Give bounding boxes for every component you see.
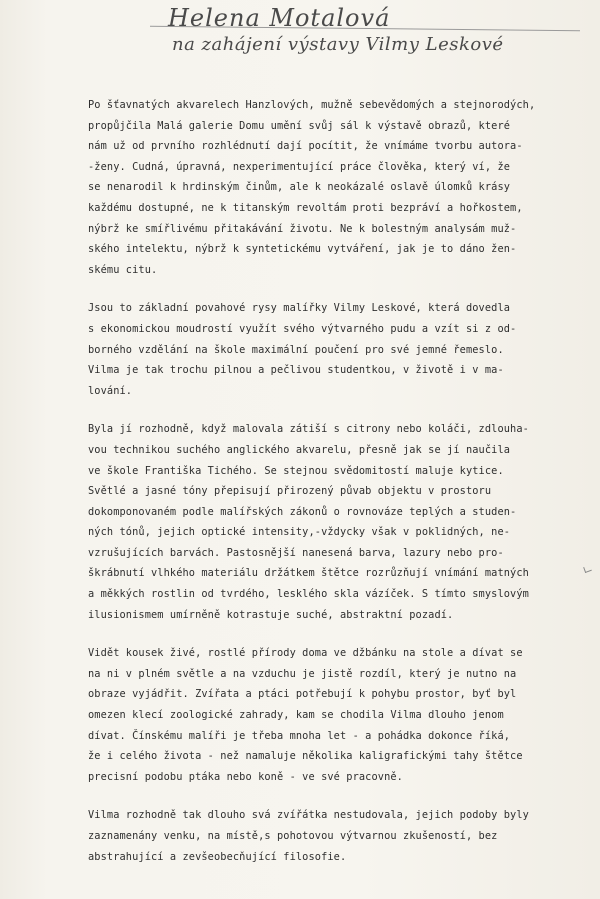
handwritten-author-name: Helena Motalová bbox=[168, 4, 391, 32]
text-line: že i celého života - než namaluje několika kaligrafickými tahy štětce bbox=[88, 750, 523, 763]
text-line: vou technikou suchého anglického akvarelu, přesně jak se jí naučila bbox=[88, 443, 511, 456]
text-line: Jsou to základní povahové rysy malířky Vilmy Leskové, která dovedla bbox=[88, 302, 511, 315]
text-line: obraze vyjádřit. Zvířata a ptáci potřebují k pohybu prostor, byť byl bbox=[88, 688, 517, 701]
text-line: nám už od prvního rozhlédnutí dají pocítit, že vnímáme tvorbu autora- bbox=[88, 140, 523, 153]
paragraph-5 bbox=[88, 805, 558, 867]
text-line: se nenarodil k hrdinským činům, ale k neokázalé oslavě úlomků krásy bbox=[88, 181, 511, 194]
text-line: ve škole Františka Tichého. Se stejnou svědomitostí maluje kytice. bbox=[88, 464, 504, 477]
paragraph-3 bbox=[88, 419, 558, 625]
text-line: ných tónů, jejich optické intensity,-vždycky však v poklidných, ne- bbox=[88, 526, 511, 539]
text-line: zaznamenány venku, na místě,s pohotovou výtvarnou zkušeností, bez bbox=[88, 830, 498, 842]
text-line: omezen klecí zoologické zahrady, kam se chodila Vilma dlouho jenom bbox=[88, 709, 504, 722]
text-line: Vilma rozhodně tak dlouho svá zvířátka nestudovala, jejich podoby byly bbox=[88, 809, 529, 822]
text-line: skému citu. bbox=[88, 263, 158, 276]
text-line: -ženy. Cudná, úpravná, nexperimentující práce člověka, který ví, že bbox=[88, 160, 511, 173]
text-line: Po šťavnatých akvarelech Hanzlových, mužně sebevědomých a stejnorodých, bbox=[88, 99, 536, 111]
text-line: Byla jí rozhodně, když malovala zátiší s citrony nebo koláči, zdlouha- bbox=[88, 423, 529, 436]
text-line: Světlé a jasné tóny přepisují přirozený půvab objektu v prostoru bbox=[88, 485, 492, 498]
text-line: s ekonomickou moudrostí využít svého výtvarného pudu a vzít si z od- bbox=[88, 322, 517, 335]
text-line: Vilma je tak trochu pilnou a pečlivou studentkou, v životě i v ma- bbox=[88, 364, 504, 377]
paragraph-4 bbox=[88, 643, 558, 787]
typed-text-body bbox=[88, 95, 558, 885]
handwritten-subtitle: na zahájení výstavy Vilmy Leskové bbox=[172, 34, 504, 55]
text-line: nýbrž ke smířlivému přitakávání životu. Ne k bolestným analysám muž- bbox=[88, 222, 517, 235]
text-line: borného vzdělání na škole maximální poučení pro své jemné řemeslo. bbox=[88, 343, 504, 356]
text-line: na ni v plném světle a na vzduchu je jistě rozdíl, který je nutno na bbox=[88, 667, 517, 680]
text-line: propůjčila Malá galerie Domu umění svůj sál k výstavě obrazů, které bbox=[88, 119, 511, 132]
text-line: ského intelektu, nýbrž k syntetickému vytváření, jak je to dáno žen- bbox=[88, 243, 517, 256]
paragraph-1 bbox=[88, 95, 558, 280]
text-line: vzrušujících barvách. Pastosnější nanesená barva, lazury nebo pro- bbox=[88, 546, 504, 559]
text-line: abstrahující a zevšeobecňující filosofie. bbox=[88, 850, 347, 863]
text-line: každému dostupné, ne k titanským revoltám proti bezpráví a hořkostem, bbox=[88, 201, 523, 214]
text-line: dokomponovaném podle malířských zákonů o rovnováze teplých a studen- bbox=[88, 505, 517, 518]
text-line: škrábnutí vlhkého materiálu držátkem štětce rozrůzňují vnímání matných bbox=[88, 567, 529, 580]
text-line: a měkkých rostlin od tvrdého, lesklého skla vázíček. S tímto smyslovým bbox=[88, 588, 529, 601]
text-line: Vidět kousek živé, rostlé přírody doma ve džbánku na stole a dívat se bbox=[88, 647, 523, 660]
paragraph-2 bbox=[88, 298, 558, 401]
text-line: precisní podobu ptáka nebo koně - ve své pracovně. bbox=[88, 770, 403, 783]
text-line: lování. bbox=[88, 384, 133, 397]
text-line: ilusionismem umírněně kotrastuje suché, abstraktní pozadí. bbox=[88, 608, 454, 621]
text-line: dívat. Čínskému malíři je třeba mnoha let - a pohádka dokonce říká, bbox=[88, 729, 511, 742]
margin-pencil-mark bbox=[583, 565, 592, 573]
